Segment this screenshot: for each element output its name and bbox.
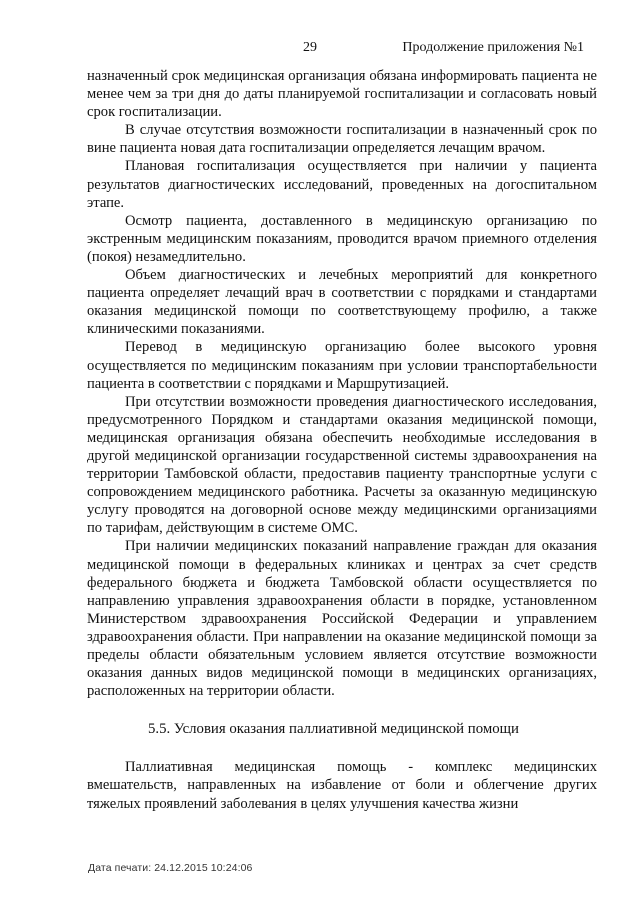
paragraph: Паллиативная медицинская помощь - комплекс медицинских вмешательств, направленных на избавление от боли и облегчение других тяжелых проявлений заболевания в целях улучшения качества жизни — [87, 759, 597, 812]
print-date-footer: Дата печати: 24.12.2015 10:24:06 — [88, 862, 253, 874]
paragraph: Объем диагностических и лечебных мероприятий для конкретного пациента определяет лечащий врач в соответствии с порядками и стандартами оказания медицинской помощи по соответствующему профилю, а также клиническими показаниями. — [87, 267, 597, 338]
paragraph: Плановая госпитализация осуществляется при наличии у пациента результатов диагностических исследований, проведенных на догоспитальном этапе. — [87, 158, 597, 211]
page-number: 29 — [303, 40, 317, 55]
paragraph-continuation: назначенный срок медицинская организация обязана информировать пациента не менее чем за три дня до даты планируемой госпитализации и согласовать новый срок госпитализации. — [87, 68, 597, 121]
paragraph: В случае отсутствия возможности госпитализации в назначенный срок по вине пациента новая дата госпитализации определяется лечащим врачом. — [87, 122, 597, 157]
appendix-note: Продолжение приложения №1 — [402, 40, 584, 55]
page-header — [0, 40, 640, 60]
section-heading: 5.5. Условия оказания паллиативной медицинской помощи — [148, 721, 519, 738]
paragraph: Осмотр пациента, доставленного в медицинскую организацию по экстренным медицинским показаниям, проводится врачом приемного отделения (покоя) незамедлительно. — [87, 212, 597, 265]
paragraph: При наличии медицинских показаний направление граждан для оказания медицинской помощи в федеральных клиниках и центрах за счет средств федерального бюджета и бюджета Тамбовской области осуществляется по направлению управления здравоохранения области в порядке, установленном Министерством здравоохранения Российской Федерации и управлением здравоохранения области. При направлении на оказание медицинской помощи за пределы области обязательным условием является отсутствие возможности оказания данных видов медицинской помощи в медицинских организациях, расположенных на территории области. — [87, 538, 597, 700]
paragraph: При отсутствии возможности проведения диагностического исследования, предусмотренного Порядком и стандартами оказания медицинской помощи, медицинская организация обязана обеспечить необходимые исследования в другой медицинской организации государственной системы здравоохранения на территории Тамбовской области, предоставив пациенту транспортные услуги с сопровождением медицинского работника. Расчеты за оказанную медицинскую услугу проводятся на договорной основе между медицинскими организациями по тарифам, действующим в системе ОМС. — [87, 393, 597, 537]
paragraph: Перевод в медицинскую организацию более высокого уровня осуществляется по медицинским показаниям при условии транспортабельности пациента в соответствии с порядками и Маршрутизацией. — [87, 339, 597, 392]
document-body — [87, 67, 597, 813]
